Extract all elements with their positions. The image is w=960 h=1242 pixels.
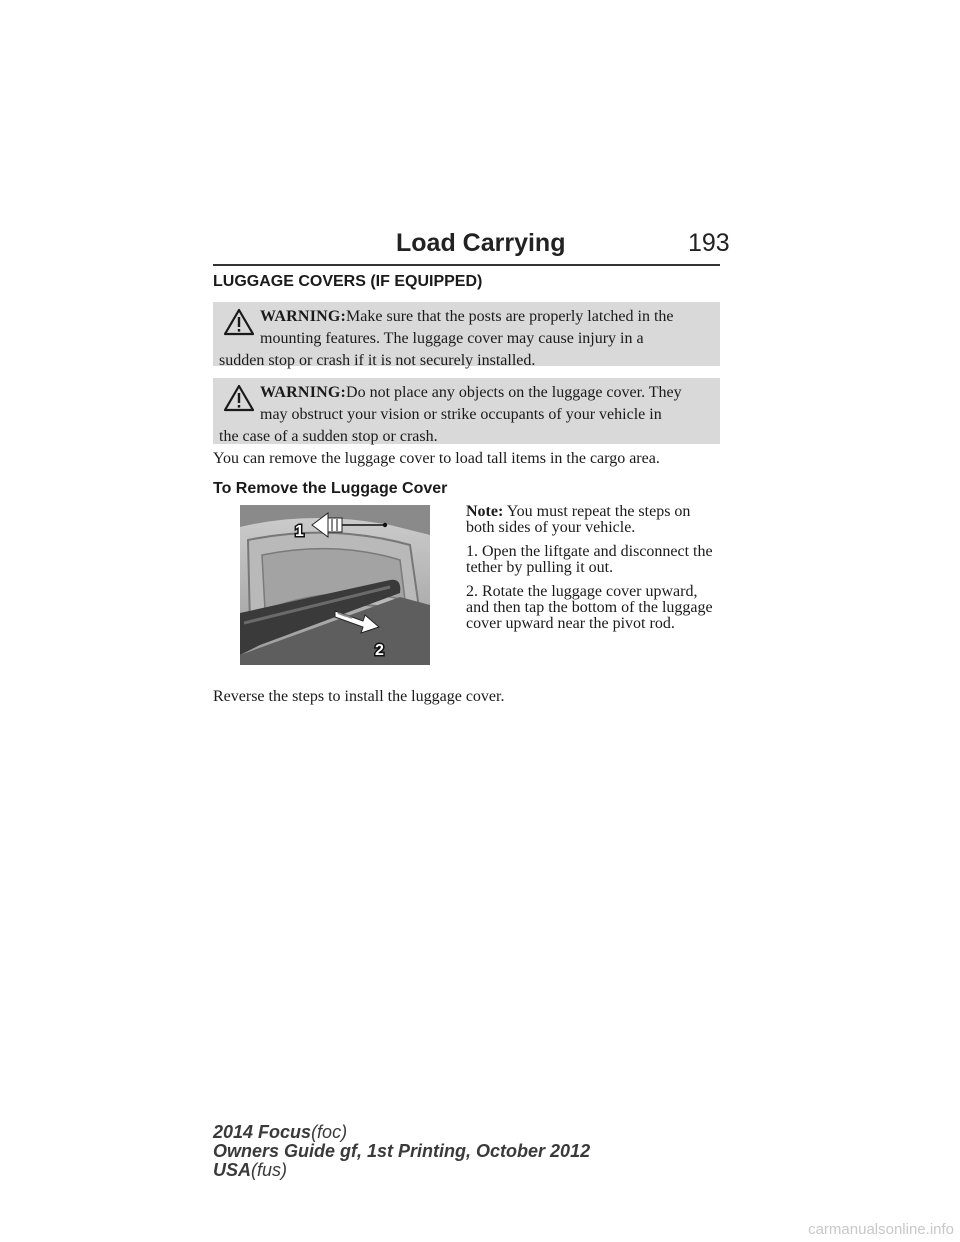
footer-line-3 xyxy=(213,1161,590,1180)
note xyxy=(466,504,722,536)
section-title: LUGGAGE COVERS (IF EQUIPPED) xyxy=(213,273,483,290)
callout-1: 1 xyxy=(295,523,304,540)
note-text: You must repeat the steps on both sides of your vehicle. xyxy=(466,503,691,536)
closing-paragraph: Reverse the steps to install the luggage cover. xyxy=(213,688,505,705)
warning-line: Make sure that the posts are properly latched in the xyxy=(346,308,674,325)
luggage-cover-illustration xyxy=(240,505,430,665)
footer-line-2 xyxy=(213,1142,590,1161)
step-2: 2. Rotate the luggage cover upward, and then tap the bottom of the luggage cover upward near the pivot rod. xyxy=(466,583,713,632)
warning-text xyxy=(213,302,720,372)
header-rule xyxy=(213,264,720,266)
instruction-column xyxy=(466,504,722,640)
warning-body-cont: sudden stop or crash if it is not securely installed. xyxy=(219,352,536,369)
warning-line: Do not place any objects on the luggage cover. They xyxy=(346,384,682,401)
warning-text xyxy=(213,378,720,448)
warning-body-cont: the case of a sudden stop or crash. xyxy=(219,428,438,445)
footer-guide: Owners Guide gf, 1st Printing, October 2012 xyxy=(213,1141,591,1161)
footer-model: 2014 Focus xyxy=(213,1122,312,1142)
note-label: Note: xyxy=(466,503,504,520)
page-number: 193 xyxy=(688,229,730,257)
warning-box xyxy=(213,302,720,369)
footer xyxy=(213,1123,590,1180)
footer-model-code: (foc) xyxy=(311,1122,348,1142)
warning-box xyxy=(213,378,720,444)
chapter-title: Load Carrying xyxy=(396,229,566,257)
warning-label: WARNING: xyxy=(260,308,347,325)
warning-body: mounting features. The luggage cover may cause injury in a xyxy=(260,330,644,347)
footer-line-1 xyxy=(213,1123,590,1142)
step-1: 1. Open the liftgate and disconnect the tether by pulling it out. xyxy=(466,543,713,576)
callout-2: 2 xyxy=(375,642,384,659)
warning-label: WARNING: xyxy=(260,384,347,401)
intro-paragraph: You can remove the luggage cover to load tall items in the cargo area. xyxy=(213,450,660,467)
subheading: To Remove the Luggage Cover xyxy=(213,480,448,497)
watermark: carmanualsonline.info xyxy=(808,1221,954,1238)
footer-market: USA xyxy=(213,1160,252,1180)
warning-body: may obstruct your vision or strike occupants of your vehicle in xyxy=(260,406,662,423)
footer-market-code: (fus) xyxy=(251,1160,288,1180)
